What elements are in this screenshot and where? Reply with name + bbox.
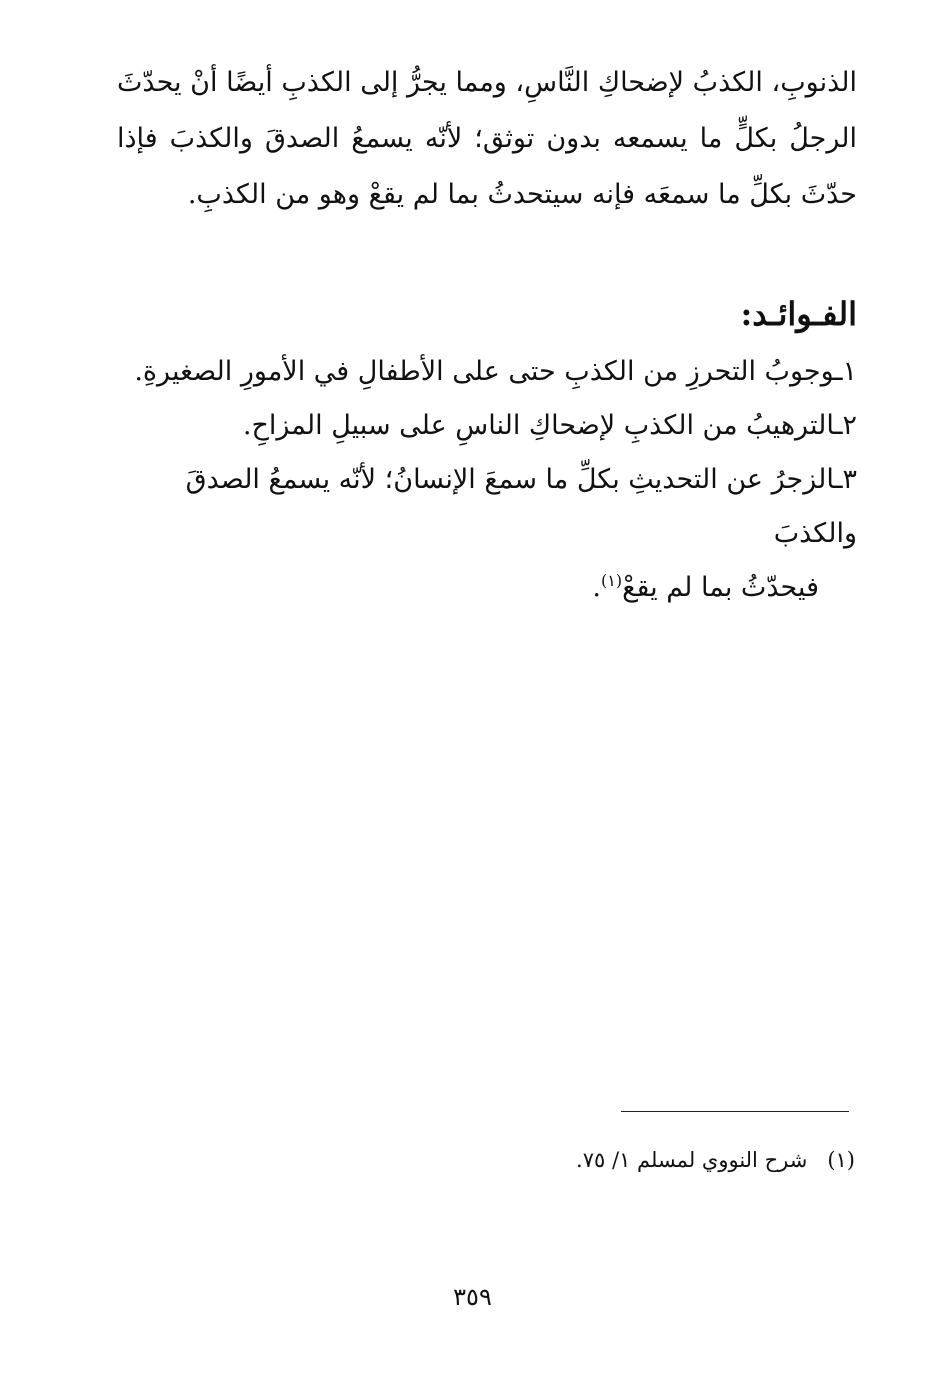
benefit-text: وجوبُ التحرزِ من الكذبِ حتى على الأطفالِ في الأمورِ الصغيرةِ.: [134, 356, 835, 387]
benefit-continuation-text: فيحدّثُ بما لم يقعْ: [622, 572, 819, 603]
body-paragraph-text: الذنوبِ، الكذبُ لإضحاكِ النَّاسِ، ومما يجرُّ إلى الكذبِ أيضًا أنْ يحدّثَ الرجلُ بكلٍّ ما يسمعه بدون توثق؛ لأنّه يسمعُ الصدقَ والكذبَ فإذا حدّثَ بكلِّ ما سمعَه فإنه سيتحدثُ بما لم يقعْ وهو من الكذبِ.: [117, 67, 857, 210]
page-number: ٣٥٩: [453, 1283, 492, 1311]
sentence-end: .: [592, 572, 601, 603]
benefit-item-1: [117, 345, 857, 399]
benefit-item-3: [117, 453, 857, 615]
benefit-number: ٣ـ: [834, 464, 857, 495]
footnote-text: شرح النووي لمسلم ١/ ٧٥.: [576, 1148, 808, 1172]
footnote-separator: [621, 1111, 849, 1112]
benefit-number: ١ـ: [834, 356, 857, 387]
benefit-number: ٢ـ: [834, 410, 857, 441]
benefit-text: الترهيبُ من الكذبِ لإضحاكِ الناسِ على سبيلِ المزاحِ.: [242, 410, 835, 441]
body-paragraph: [117, 55, 857, 223]
benefits-list: [117, 345, 857, 615]
footnote-reference[interactable]: (١): [600, 571, 623, 590]
benefit-item-2: [117, 399, 857, 453]
benefit-text: الزجرُ عن التحديثِ بكلِّ ما سمعَ الإنسانُ؛ لأنّه يسمعُ الصدقَ والكذبَ: [185, 464, 857, 549]
footnote-number: (١): [827, 1148, 855, 1172]
footnote: [355, 1145, 855, 1175]
benefits-heading: الفـوائـد:: [740, 295, 857, 333]
benefit-continuation: [117, 561, 857, 615]
